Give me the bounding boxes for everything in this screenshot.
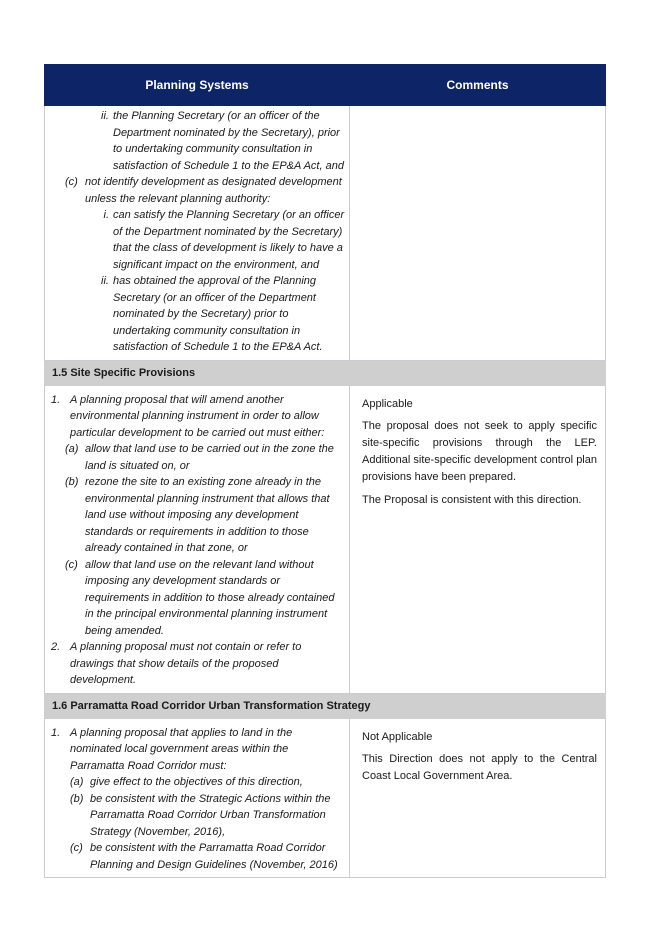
comment-status: Applicable [362,397,413,410]
list-text: rezone the site to an existing zone already in the environmental planning instrument that allows that land use without imposing any development standards or requirements in addition to those already contained in that zone, or [85,476,330,554]
comment-cell-continued [350,106,606,361]
list-item [51,725,345,775]
list-marker: (b) [65,476,79,488]
list-marker: i. [103,209,109,221]
list-text: A planning proposal must not contain or refer to drawings that show details of the proposed development. [70,641,302,686]
list-text: not identify development as designated development unless the relevant planning authority: [85,176,342,205]
comment-paragraph: The proposal does not seek to apply specific site-specific provisions through the LEP. Additional site-specific development control plan provisions have been prepared. [362,419,597,483]
list-marker: 2. [51,641,61,653]
list-item [51,791,345,841]
list-text: A planning proposal that applies to land in the nominated local government areas within the Parramatta Road Corridor must: [70,726,293,772]
list-marker: (a) [70,776,84,788]
list-item [51,441,345,474]
list-text: can satisfy the Planning Secretary (or an officer of the Department nominated by the Secretary) that the class of development is likely to have a significant impact on the environment, and [113,209,345,271]
list-item [51,557,345,640]
comment-paragraph: The Proposal is consistent with this direction. [362,493,582,506]
comment-status: Not Applicable [362,730,433,743]
list-marker: (c) [70,842,83,854]
comment-paragraph: This Direction does not apply to the Central Coast Local Government Area. [362,752,597,782]
table-row-1-5 [45,385,606,693]
list-item [51,207,345,273]
list-item [51,273,345,356]
list-marker: (c) [65,558,78,571]
planning-cell-1-5 [45,385,350,693]
list-text: be consistent with the Strategic Actions within the Parramatta Road Corridor Urban Transformation Strategy (November, 2016), [90,792,331,838]
table-row-1-6 [45,718,606,878]
list-text: A planning proposal that will amend another environmental planning instrument in order to allow particular development to be carried out must either: [70,393,325,439]
list-marker: ii. [101,275,109,287]
list-marker: (c) [65,176,78,188]
list-text: allow that land use to be carried out in the zone the land is situated on, or [85,443,334,472]
list-item [51,174,345,207]
table-row-continued [45,106,606,361]
header-planning-systems: Planning Systems [45,65,350,106]
list-marker: 1. [51,393,61,406]
section-header-row [45,693,606,718]
list-marker: 1. [51,726,61,739]
comment-cell-1-6 [350,718,606,878]
comment-cell-1-5 [350,385,606,693]
list-item [51,774,345,791]
list-text: allow that land use on the relevant land without imposing any development standards or requirements in addition to those already contained in the principal environmental planning instrument being amended. [85,558,335,637]
section-header-row [45,360,606,385]
planning-table [44,64,606,878]
planning-cell-1-6 [45,718,350,878]
list-item [51,108,345,174]
list-marker: ii. [101,110,109,122]
list-marker: (b) [70,792,84,805]
list-marker: (a) [65,443,79,455]
list-item [51,474,345,557]
list-item [51,840,345,873]
list-item [51,639,345,689]
section-title-1-6: 1.6 Parramatta Road Corridor Urban Transformation Strategy [45,693,606,718]
planning-cell-continued [45,106,350,361]
list-item [51,392,345,442]
list-text: the Planning Secretary (or an officer of the Department nominated by the Secretary), prior to undertaking community consultation in satisfaction of Schedule 1 to the EP&A Act, and [113,110,344,172]
table-header-row [45,65,606,106]
list-text: be consistent with the Parramatta Road Corridor Planning and Design Guidelines (November, 2016) [90,842,338,871]
section-title-1-5: 1.5 Site Specific Provisions [45,360,606,385]
list-text: give effect to the objectives of this direction, [90,776,303,788]
header-comments: Comments [350,65,606,106]
list-text: has obtained the approval of the Planning Secretary (or an officer of the Department nominated by the Secretary) prior to undertaking community consultation in satisfaction of Schedule 1 to the EP&A Act. [113,275,323,353]
